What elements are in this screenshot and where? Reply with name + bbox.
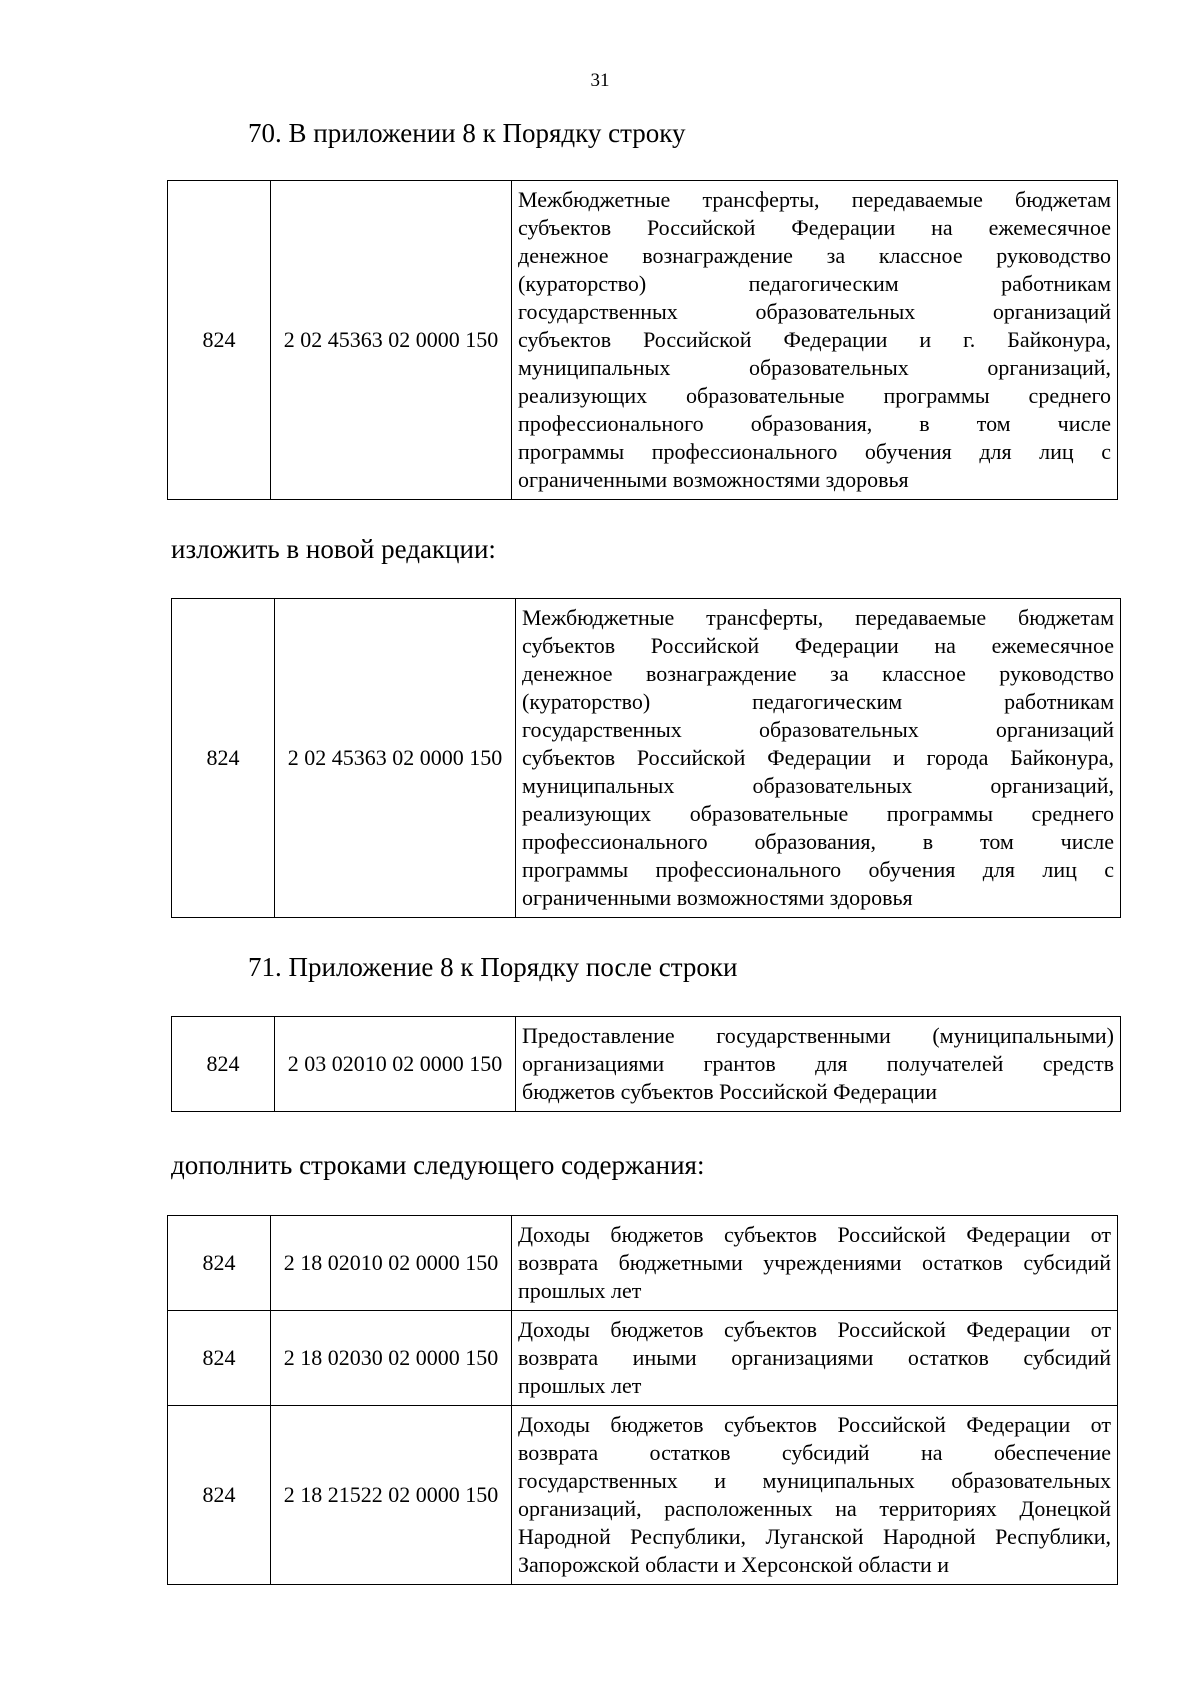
description-line: программы профессионального обучения для лиц с bbox=[518, 439, 1111, 464]
kbk-code-cell: 2 02 45363 02 0000 150 bbox=[275, 599, 516, 918]
page-number: 31 bbox=[590, 70, 610, 91]
kbk-code-cell: 2 03 02010 02 0000 150 bbox=[275, 1017, 516, 1112]
description-line: прошлых лет bbox=[518, 1373, 642, 1398]
description-line: субъектов Российской Федерации и г. Байконура, bbox=[518, 327, 1111, 352]
budget-code-table bbox=[171, 1016, 1121, 1112]
kbk-code-cell: 2 18 21522 02 0000 150 bbox=[271, 1406, 512, 1585]
description-line: бюджетов субъектов Российской Федерации bbox=[522, 1079, 937, 1104]
description-line: (кураторство) педагогическим работникам bbox=[518, 271, 1111, 296]
description-cell bbox=[512, 181, 1118, 500]
table-row bbox=[168, 181, 1118, 500]
description-line: государственных образовательных организаций bbox=[518, 299, 1111, 324]
admin-code-cell: 824 bbox=[168, 1406, 271, 1585]
description-cell bbox=[512, 1406, 1118, 1585]
description-line: реализующих образовательные программы среднего bbox=[518, 383, 1111, 408]
description-line: ограниченными возможностями здоровья bbox=[522, 885, 913, 910]
description-line: ограниченными возможностями здоровья bbox=[518, 467, 909, 492]
description-line: денежное вознаграждение за классное руководство bbox=[518, 243, 1111, 268]
description-line: субъектов Российской Федерации на ежемесячное bbox=[518, 215, 1111, 240]
description-cell bbox=[512, 1311, 1118, 1406]
admin-code-cell: 824 bbox=[172, 599, 275, 918]
kbk-code-cell: 2 18 02010 02 0000 150 bbox=[271, 1216, 512, 1311]
section-heading: изложить в новой редакции: bbox=[171, 534, 496, 564]
description-line: возврата бюджетными учреждениями остатков субсидий bbox=[518, 1250, 1111, 1275]
table-row bbox=[168, 1216, 1118, 1311]
description-line: организациями грантов для получателей средств bbox=[522, 1051, 1114, 1076]
admin-code-cell: 824 bbox=[168, 1216, 271, 1311]
description-line: Предоставление государственными (муниципальными) bbox=[522, 1023, 1114, 1048]
description-cell bbox=[516, 1017, 1121, 1112]
description-line: Народной Республики, Луганской Народной Республики, bbox=[518, 1524, 1111, 1549]
table-row bbox=[172, 1017, 1121, 1112]
description-line: программы профессионального обучения для лиц с bbox=[522, 857, 1114, 882]
table-row bbox=[168, 1311, 1118, 1406]
admin-code-cell: 824 bbox=[172, 1017, 275, 1112]
table-row bbox=[168, 1406, 1118, 1585]
description-line: возврата остатков субсидий на обеспечение bbox=[518, 1440, 1111, 1465]
description-line: Доходы бюджетов субъектов Российской Федерации от bbox=[518, 1317, 1111, 1342]
description-line: (кураторство) педагогическим работникам bbox=[522, 689, 1114, 714]
description-line: субъектов Российской Федерации на ежемесячное bbox=[522, 633, 1114, 658]
description-line: муниципальных образовательных организаций, bbox=[518, 355, 1111, 380]
description-line: государственных и муниципальных образовательных bbox=[518, 1468, 1111, 1493]
description-line: муниципальных образовательных организаций, bbox=[522, 773, 1114, 798]
description-line: Запорожской области и Херсонской области и bbox=[518, 1552, 950, 1577]
description-line: возврата иными организациями остатков субсидий bbox=[518, 1345, 1111, 1370]
description-line: прошлых лет bbox=[518, 1278, 642, 1303]
section-heading: дополнить строками следующего содержания: bbox=[171, 1150, 705, 1180]
description-line: организаций, расположенных на территориях Донецкой bbox=[518, 1496, 1111, 1521]
description-line: Доходы бюджетов субъектов Российской Федерации от bbox=[518, 1222, 1111, 1247]
budget-code-table bbox=[167, 1215, 1118, 1585]
description-line: субъектов Российской Федерации и города Байконура, bbox=[522, 745, 1114, 770]
section-heading: 71. Приложение 8 к Порядку после строки bbox=[248, 952, 738, 982]
description-line: государственных образовательных организаций bbox=[522, 717, 1114, 742]
admin-code-cell: 824 bbox=[168, 1311, 271, 1406]
description-line: профессионального образования, в том числе bbox=[522, 829, 1114, 854]
table-row bbox=[172, 599, 1121, 918]
section-heading: 70. В приложении 8 к Порядку строку bbox=[248, 118, 686, 148]
admin-code-cell: 824 bbox=[168, 181, 271, 500]
budget-code-table bbox=[167, 180, 1118, 500]
description-line: Межбюджетные трансферты, передаваемые бюджетам bbox=[518, 187, 1111, 212]
description-cell bbox=[512, 1216, 1118, 1311]
budget-code-table bbox=[171, 598, 1121, 918]
kbk-code-cell: 2 18 02030 02 0000 150 bbox=[271, 1311, 512, 1406]
description-line: денежное вознаграждение за классное руководство bbox=[522, 661, 1114, 686]
description-line: Доходы бюджетов субъектов Российской Федерации от bbox=[518, 1412, 1111, 1437]
description-cell bbox=[516, 599, 1121, 918]
description-line: реализующих образовательные программы среднего bbox=[522, 801, 1114, 826]
description-line: Межбюджетные трансферты, передаваемые бюджетам bbox=[522, 605, 1114, 630]
kbk-code-cell: 2 02 45363 02 0000 150 bbox=[271, 181, 512, 500]
description-line: профессионального образования, в том числе bbox=[518, 411, 1111, 436]
